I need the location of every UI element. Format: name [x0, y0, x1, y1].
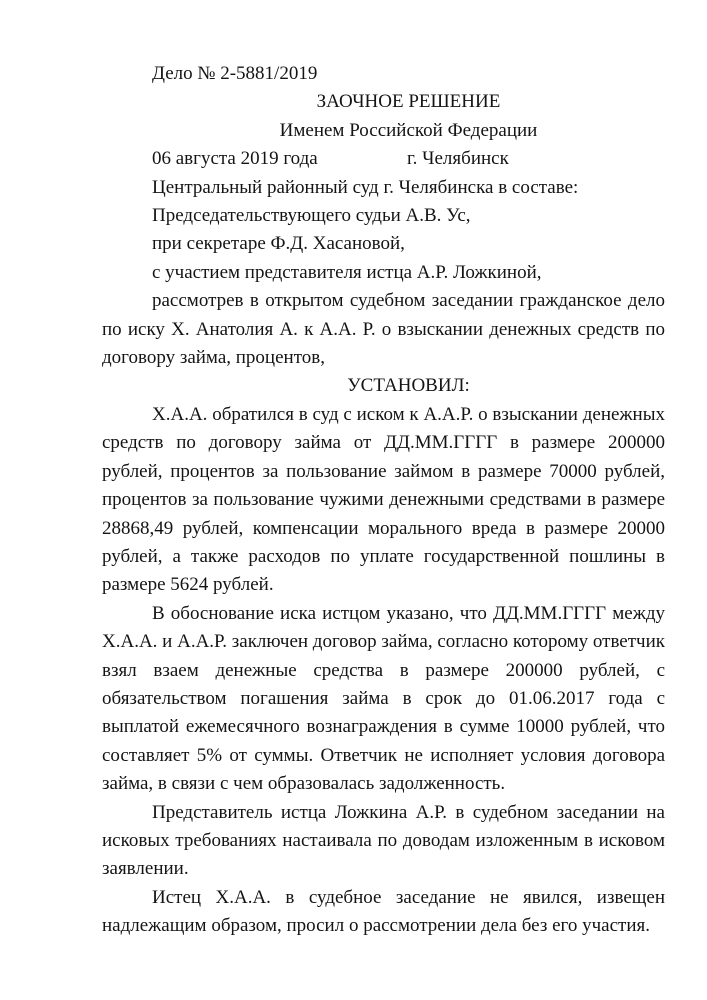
paragraph-basis: В обоснование иска истцом указано, что ДД.ММ.ГГГГ между Х.А.А. и А.А.Р. заключен договор займа, согласно которому ответчик взял взаем денежные средства в размере 200000 рублей, с обязательством погашения займа в срок до 01.06.2017 года с выплатой ежемесячного вознаграждения в сумме 10000 рублей, что составляет 5% от суммы. Ответчик не исполняет условия договора займа, в связи с чем образовалась задолженность.	[102, 602, 665, 795]
court-name-line: Центральный районный суд г. Челябинска в составе:	[152, 176, 579, 198]
case-summary: рассмотрев в открытом судебном заседании гражданское дело по иску Х. Анатолия А. к А.А. Р. о взыскании денежных средств по договору займа, процентов,	[102, 290, 665, 369]
case-number: Дело № 2-5881/2019	[152, 63, 318, 84]
judge-line: Председательствующего судьи А.В. Ус,	[152, 205, 471, 227]
document-subtitle: Именем Российской Федерации	[279, 119, 538, 141]
date-place-line	[102, 145, 665, 173]
secretary-line: при секретаре Ф.Д. Хасановой,	[152, 233, 405, 255]
representative-line: с участием представителя истца А.Р. Ложкиной,	[152, 261, 542, 283]
document-title: ЗАОЧНОЕ РЕШЕНИЕ	[316, 91, 501, 113]
paragraph-claim: Х.А.А. обратился в суд с иском к А.А.Р. о взыскании денежных средств по договору займа от ДД.ММ.ГГГГ в размере 200000 рублей, процентов за пользование займом в размере 70000 рублей, процентов за пользование чужими денежными средствами в размере 28868,49 рублей, компенсации морального вреда в размере 20000 рублей, а также расходов по уплате государственной пошлины в размере 5624 рублей.	[102, 403, 665, 596]
decision-date: 06 августа 2019 года	[152, 148, 318, 170]
document-content	[102, 60, 665, 941]
paragraph-representative: Представитель истца Ложкина А.Р. в судебном заседании на исковых требованиях настаивала по доводам изложенным в исковом заявлении.	[102, 801, 665, 880]
established-heading: УСТАНОВИЛ:	[347, 375, 470, 397]
paragraph-plaintiff-absence: Истец Х.А.А. в судебное заседание не явился, извещен надлежащим образом, просил о рассмотрении дела без его участия.	[102, 886, 665, 937]
decision-city: г. Челябинск	[407, 148, 509, 170]
